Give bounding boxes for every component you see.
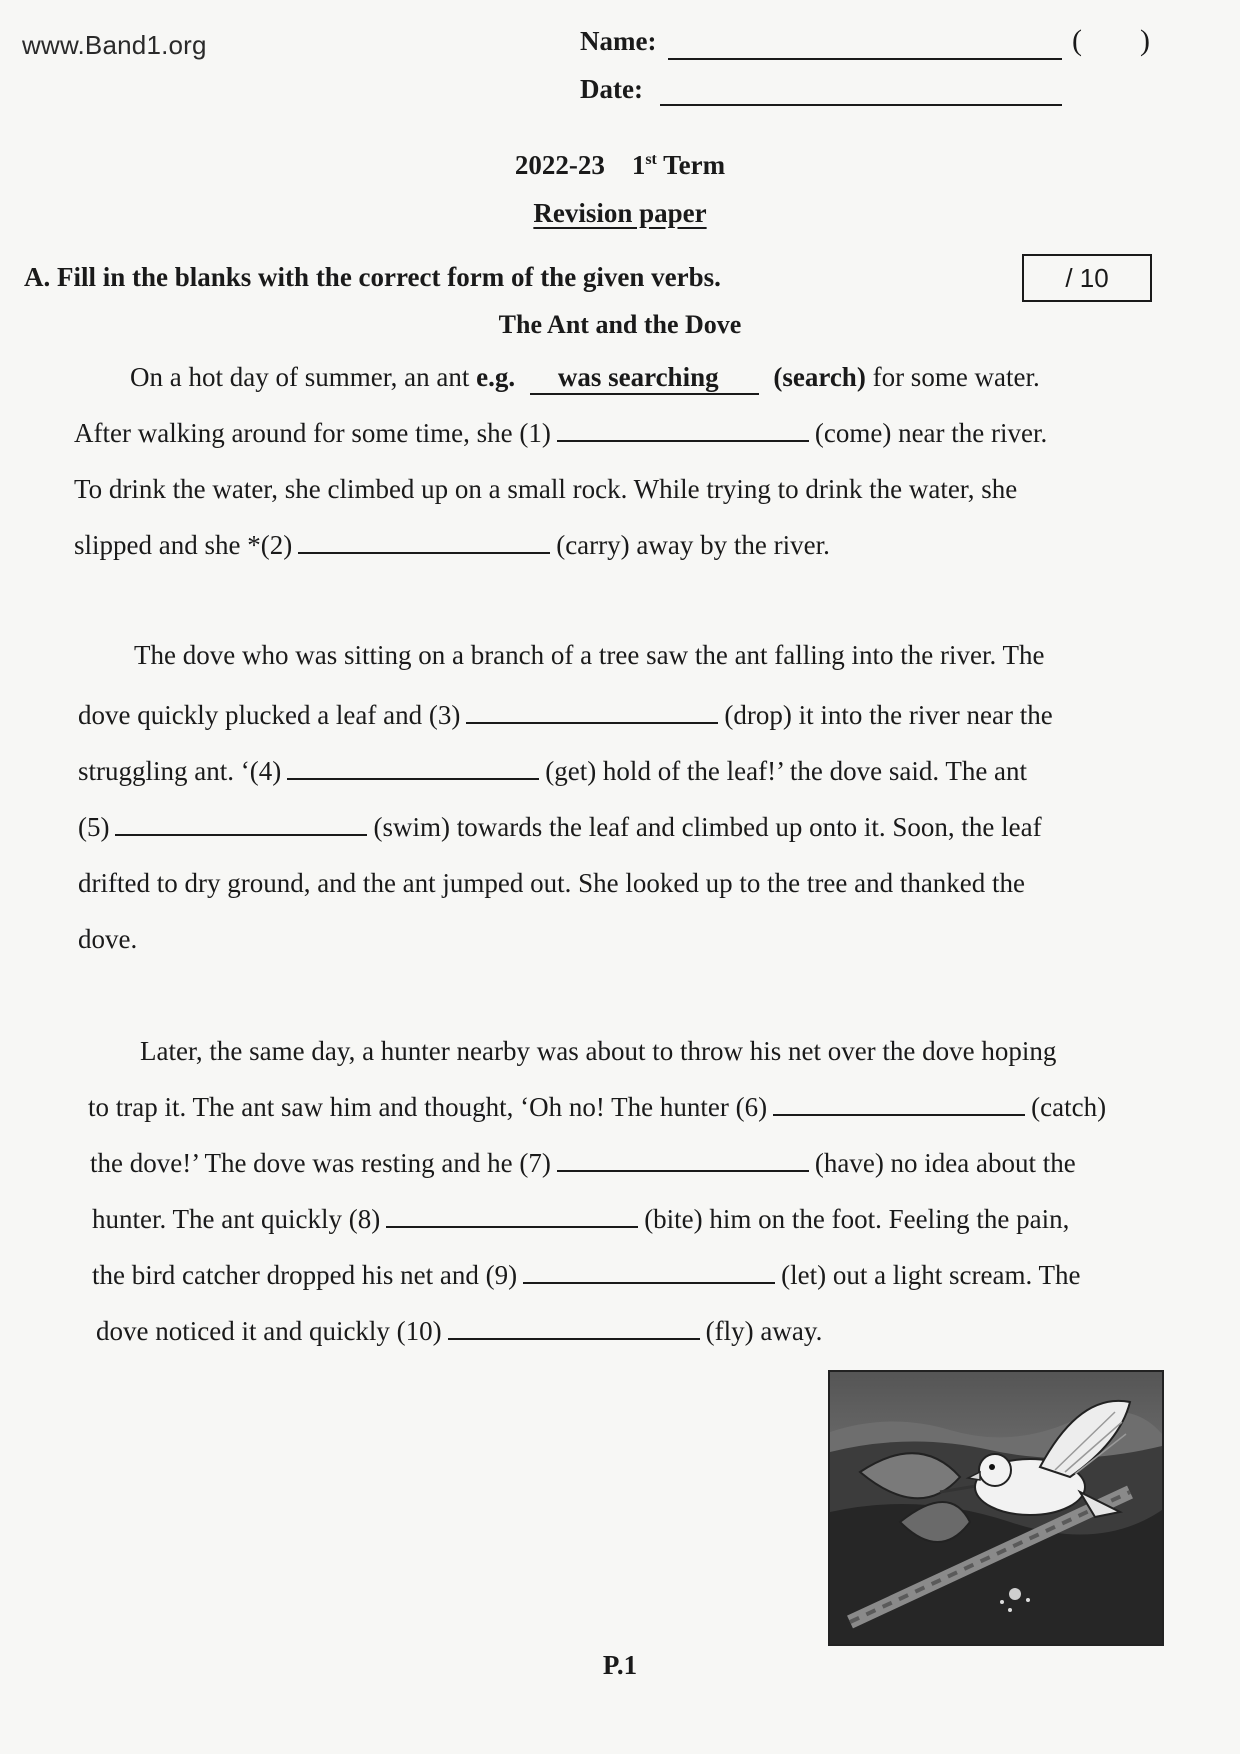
text: dove noticed it and quickly (10) (96, 1316, 442, 1346)
text: (have) no idea about the (814, 1148, 1076, 1178)
text: (drop) it into the river near the (724, 700, 1053, 730)
section-heading: A. Fill in the blanks with the correct form of the given verbs. (24, 262, 721, 292)
name-label: Name: (580, 26, 657, 56)
para3-line2 (88, 1092, 1106, 1123)
text: to trap it. The ant saw him and thought, ‘Oh no! The hunter (6) (88, 1092, 768, 1122)
text: (fly) away. (705, 1316, 823, 1346)
blank-7[interactable] (557, 1150, 809, 1172)
para2-line4 (78, 812, 1042, 843)
para2-line2 (78, 700, 1053, 731)
para3-line5 (92, 1260, 1081, 1291)
text: (swim) towards the leaf and climbed up onto it. Soon, the leaf (373, 812, 1042, 842)
blank-3[interactable] (466, 702, 718, 724)
text: for some water. (872, 362, 1040, 392)
blank-1[interactable] (557, 420, 809, 442)
text: (come) near the river. (814, 418, 1048, 448)
text: the bird catcher dropped his net and (9) (92, 1260, 518, 1290)
example-answer: was searching (530, 362, 759, 395)
paper-title-text: Revision paper (533, 198, 707, 228)
blank-9[interactable] (523, 1262, 775, 1284)
watermark: www.Band1.org (22, 30, 207, 60)
text: (let) out a light scream. The (781, 1260, 1081, 1290)
text: (5) (78, 812, 110, 842)
para1-line4 (74, 530, 830, 561)
term-sup: st (645, 151, 657, 168)
para1-line1 (130, 362, 1040, 395)
text: the dove!’ The dove was resting and he (7) (90, 1148, 551, 1178)
paren-close: ) (1140, 24, 1150, 57)
para2-line1: The dove who was sitting on a branch of a tree saw the ant falling into the river. The (134, 640, 1045, 670)
para3-line1: Later, the same day, a hunter nearby was about to throw his net over the dove hoping (140, 1036, 1057, 1066)
para2-line5: drifted to dry ground, and the ant jumped out. She looked up to the tree and thanked the (78, 868, 1026, 898)
blank-4[interactable] (287, 758, 539, 780)
text: (get) hold of the leaf!’ the dove said. The ant (545, 756, 1028, 786)
blank-5[interactable] (115, 814, 367, 836)
term-word: Term (663, 150, 726, 180)
blank-6[interactable] (773, 1094, 1025, 1116)
date-label: Date: (580, 74, 643, 104)
dove-illustration (828, 1370, 1164, 1646)
text: dove quickly plucked a leaf and (3) (78, 700, 461, 730)
para1-line3: To drink the water, she climbed up on a small rock. While trying to drink the water, she (74, 474, 1018, 504)
para3-line6 (96, 1316, 822, 1347)
para2-line3 (78, 756, 1027, 787)
text: (carry) away by the river. (556, 530, 830, 560)
blank-10[interactable] (448, 1318, 700, 1340)
example-verb: (search) (773, 362, 866, 392)
score-box: / 10 (1022, 254, 1152, 302)
name-line[interactable] (668, 58, 1062, 60)
text: hunter. The ant quickly (8) (92, 1204, 381, 1234)
page-number: P.1 (602, 1650, 638, 1680)
dove-illustration-svg (830, 1372, 1162, 1644)
example-label: e.g. (476, 362, 516, 392)
text: On a hot day of summer, an ant (130, 362, 470, 392)
text: After walking around for some time, she (1) (74, 418, 551, 448)
term-title (0, 150, 1240, 181)
blank-8[interactable] (386, 1206, 638, 1228)
para3-line3 (90, 1148, 1076, 1179)
text: (bite) him on the foot. Feeling the pain, (644, 1204, 1070, 1234)
para2-line6: dove. (78, 924, 138, 954)
text: slipped and she *(2) (74, 530, 293, 560)
text: struggling ant. ‘(4) (78, 756, 282, 786)
para3-line4 (92, 1204, 1069, 1235)
date-line[interactable] (660, 104, 1062, 106)
text: (catch) (1031, 1092, 1107, 1122)
story-title: The Ant and the Dove (498, 310, 742, 339)
paper-title (0, 198, 1240, 229)
para1-line2 (74, 418, 1047, 449)
blank-2[interactable] (298, 532, 550, 554)
year: 2022-23 (514, 150, 605, 180)
term-number: 1 (631, 150, 646, 180)
paren-open: ( (1072, 24, 1082, 57)
